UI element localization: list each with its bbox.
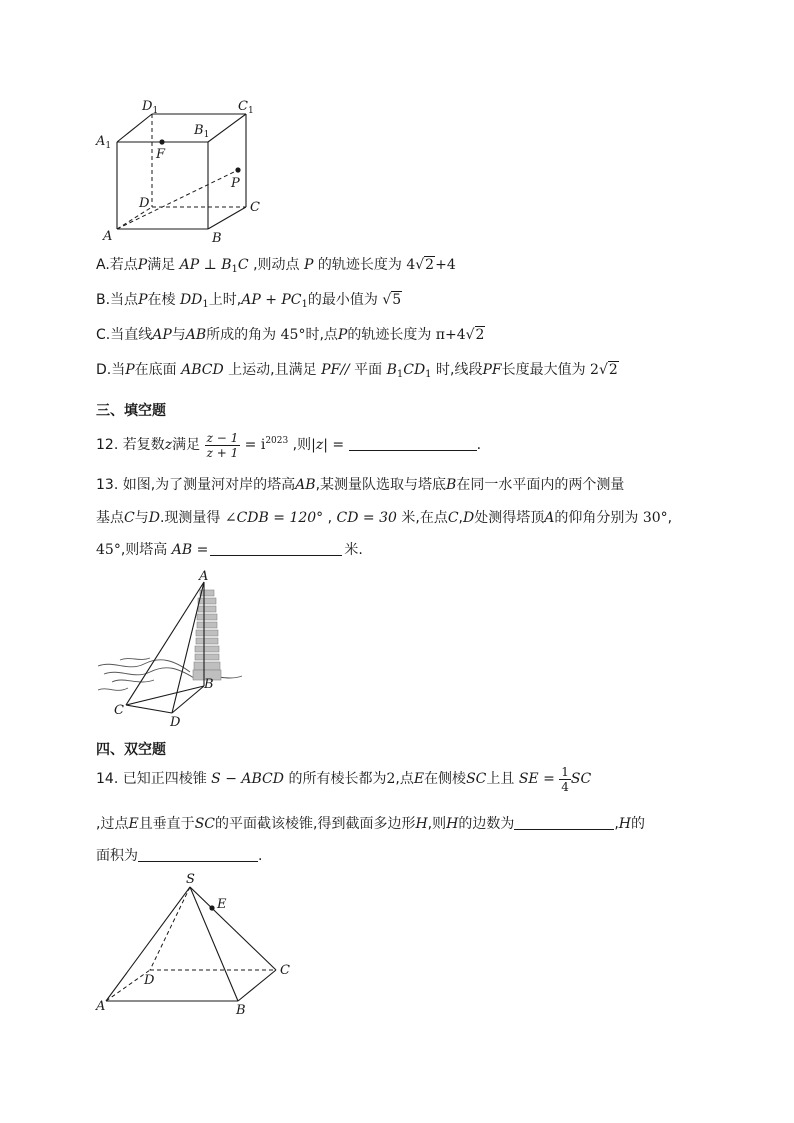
question-13-line-1: 13. 如图,为了测量河对岸的塔高AB,某测量队选取与塔底B在同一水平面内的两个测量 (96, 477, 625, 493)
option-d: D.当P在底面 ABCD 上运动,且满足 PF// 平面 $B_1CD_1$ 时,线段PF长度最大值为 2√2 (96, 362, 618, 380)
answer-blank[interactable] (349, 436, 477, 451)
label-B: B (212, 231, 222, 246)
section-heading-fill-blank: 三、填空题 (96, 403, 166, 419)
tower-label-B: B (204, 677, 214, 692)
tower-figure (94, 568, 254, 728)
pyramid-label-A: A (96, 999, 106, 1014)
answer-blank[interactable] (210, 541, 342, 556)
question-13-line-3: 45°,则塔高 AB = 米. (96, 542, 363, 558)
pyramid-label-D: D (144, 973, 155, 988)
tower-label-A: A (199, 569, 209, 584)
question-14-line-2: ,过点E且垂直于SC的平面截该棱锥,得到截面多边形H,则H的边数为 ,H的 (96, 816, 646, 832)
option-c: C.当直线AP与AB所成的角为 45°时,点P的轨迹长度为 π+4√2 (96, 327, 485, 343)
tower-label-C: C (114, 703, 124, 718)
label-A: A (103, 229, 113, 244)
point-P (235, 167, 240, 172)
fraction: $\frac{1}{4}$ (561, 764, 569, 794)
label-B1: $B_1$ (194, 123, 210, 140)
pyramid-label-S: S (186, 872, 195, 887)
point-E (209, 905, 214, 910)
label-F: F (156, 147, 166, 162)
label-D: D (139, 196, 150, 211)
question-13-line-2: 基点C与D.现测量得 ∠CDB = 120° , CD = 30 米,在点C,D处测得塔顶A的仰角分别为 30°, (96, 510, 673, 526)
question-12: 12. 若复数z满足 $\frac{z - 1}{z + 1}$ = $i^{2023}$ ,则|z| = . (96, 430, 482, 460)
question-14-line-3: 面积为 . (96, 848, 263, 864)
point-F (159, 139, 164, 144)
question-14-line-1: 14. 已知正四棱锥 S − ABCD 的所有棱长都为2,点E在侧棱SC上且 SE = $\frac{1}{4}$ SC (96, 764, 592, 794)
label-P: P (231, 176, 240, 191)
tower-label-D: D (170, 715, 181, 728)
pyramid-label-E: E (217, 897, 227, 912)
section-heading-double-blank: 四、双空题 (96, 742, 166, 758)
cube-figure (90, 92, 280, 247)
pagoda-icon (193, 590, 221, 680)
option-b: B.当点P在棱 $DD_1$上时$,AP + PC_1$的最小值为 √5 (96, 292, 402, 310)
option-a: A.若点P满足 AP ⊥ $B_1C$ ,则动点 P 的轨迹长度为 4√2+4 (96, 257, 456, 275)
label-C: C (250, 200, 260, 215)
pyramid-label-C: C (280, 963, 290, 978)
label-D1: $D_1$ (142, 99, 159, 116)
pyramid-label-B: B (236, 1003, 246, 1018)
pyramid-figure (92, 870, 302, 1020)
label-A1: $A_1$ (96, 134, 112, 151)
answer-blank[interactable] (138, 847, 258, 862)
label-C1: $C_1$ (238, 99, 254, 116)
answer-blank[interactable] (514, 815, 614, 830)
fraction: $\frac{z - 1}{z + 1}$ (206, 430, 239, 460)
